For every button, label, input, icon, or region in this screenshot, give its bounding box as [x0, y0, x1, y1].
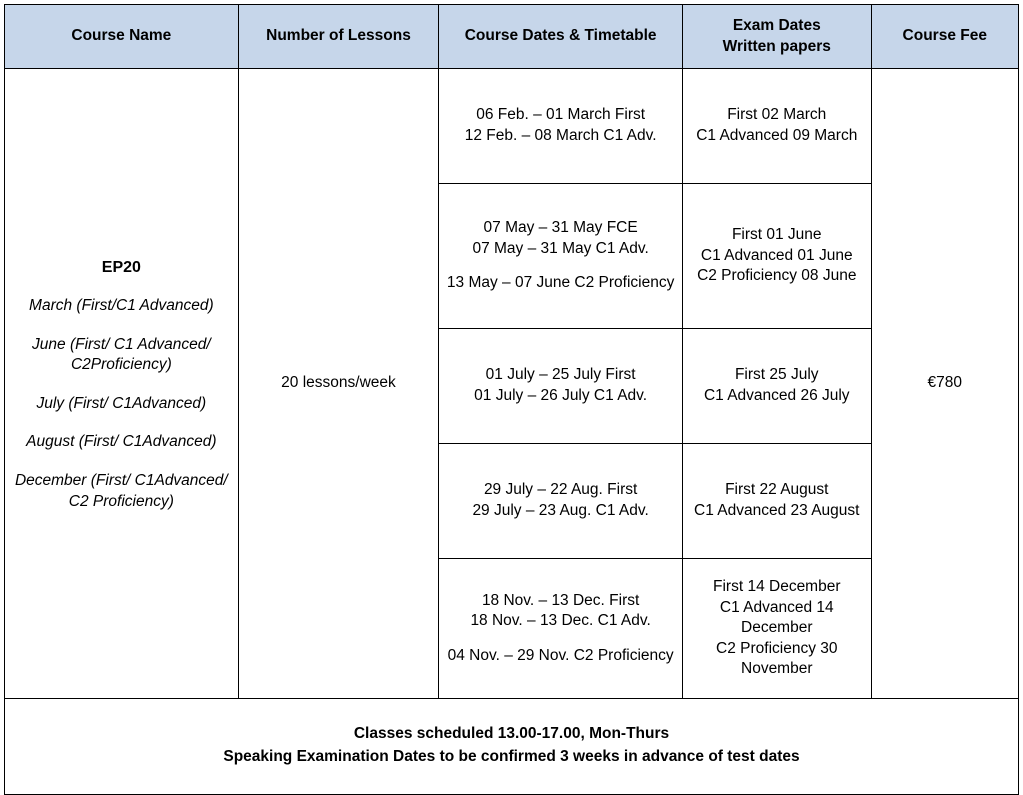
course-period-march: March (First/C1 Advanced) — [29, 297, 214, 314]
exam-line: First 22 August — [725, 481, 829, 499]
dates-group — [445, 365, 676, 406]
course-schedule-table — [4, 4, 1019, 795]
exam-line: C2 Proficiency 30 November — [716, 639, 838, 678]
table-footer-row — [5, 699, 1019, 795]
dates-line: 06 Feb. – 01 March First — [476, 106, 646, 124]
cell-course-fee: €780 — [871, 69, 1018, 699]
cell-exam-dates-march — [682, 69, 871, 184]
schedule-note-line1: Classes scheduled 13.00-17.00, Mon-Thurs — [353, 725, 670, 743]
cell-course-dates-december — [439, 559, 683, 699]
exam-dates-line1: Exam Dates — [732, 16, 821, 34]
course-period-july: July (First/ C1Advanced) — [36, 394, 207, 412]
cell-number-of-lessons: 20 lessons/week — [238, 69, 439, 699]
dates-line: 01 July – 26 July C1 Adv. — [474, 387, 648, 404]
schedule-note-line2: Speaking Examination Dates to be confirmed 3 weeks in advance of test dates — [223, 747, 800, 765]
cell-course-dates-march — [439, 69, 683, 184]
cell-course-dates-july — [439, 329, 683, 444]
cell-exam-dates-july — [682, 329, 871, 444]
course-code: EP20 — [101, 258, 141, 276]
column-header-number-of-lessons: Number of Lessons — [238, 5, 439, 69]
table-body — [5, 69, 1019, 795]
table-row — [5, 69, 1019, 184]
dates-line: 18 Nov. – 13 Dec. First — [481, 591, 640, 609]
cell-exam-dates-december — [682, 559, 871, 699]
course-period-december: December (First/ C1Advanced/ C2 Proficiency) — [14, 472, 228, 510]
cell-schedule-notes — [5, 699, 1019, 795]
exam-line: C1 Advanced 26 July — [703, 387, 850, 404]
dates-line: 18 Nov. – 13 Dec. C1 Adv. — [470, 612, 651, 630]
cell-course-name — [5, 69, 239, 699]
dates-line: 13 May – 07 June C2 Proficiency — [446, 274, 675, 292]
exam-group — [689, 225, 865, 287]
exam-group — [689, 480, 865, 521]
column-header-exam-dates — [682, 5, 871, 69]
dates-line: 29 July – 22 Aug. First — [483, 481, 638, 499]
dates-group — [445, 218, 676, 259]
exam-dates-line2: Written papers — [722, 37, 831, 55]
exam-line: C1 Advanced 01 June — [700, 246, 853, 264]
exam-line: C1 Advanced 14 December — [719, 598, 834, 637]
exam-line: C2 Proficiency 08 June — [697, 267, 857, 285]
dates-group — [445, 105, 676, 146]
dates-line: 12 Feb. – 08 March C1 Adv. — [464, 127, 657, 144]
exam-group — [689, 365, 865, 406]
column-header-course-name: Course Name — [5, 5, 239, 69]
dates-line: 29 July – 23 Aug. C1 Adv. — [472, 502, 649, 519]
exam-line: C1 Advanced 09 March — [696, 127, 858, 144]
course-period-august: August (First/ C1Advanced) — [26, 433, 217, 451]
dates-group — [445, 646, 676, 667]
course-period-june: June (First/ C1 Advanced/ C2Proficiency) — [32, 335, 211, 374]
exam-line: First 02 March — [727, 106, 827, 124]
dates-line: 04 Nov. – 29 Nov. C2 Proficiency — [447, 646, 674, 664]
table-header — [5, 5, 1019, 69]
column-header-course-dates-timetable: Course Dates & Timetable — [439, 5, 683, 69]
dates-group — [445, 591, 676, 632]
dates-line: 01 July – 25 July First — [485, 366, 636, 384]
dates-group — [445, 480, 676, 521]
cell-exam-dates-june — [682, 184, 871, 329]
exam-line: First 25 July — [734, 366, 819, 384]
exam-line: First 14 December — [713, 577, 841, 595]
exam-group — [689, 577, 865, 680]
cell-course-dates-june — [439, 184, 683, 329]
dates-line: 07 May – 31 May C1 Adv. — [472, 239, 649, 257]
header-row — [5, 5, 1019, 69]
dates-line: 07 May – 31 May FCE — [483, 219, 638, 237]
exam-line: C1 Advanced 23 August — [694, 502, 860, 519]
dates-group — [445, 273, 676, 294]
exam-line: First 01 June — [731, 226, 822, 244]
exam-group — [689, 105, 865, 146]
cell-exam-dates-august — [682, 444, 871, 559]
column-header-course-fee: Course Fee — [871, 5, 1018, 69]
cell-course-dates-august — [439, 444, 683, 559]
